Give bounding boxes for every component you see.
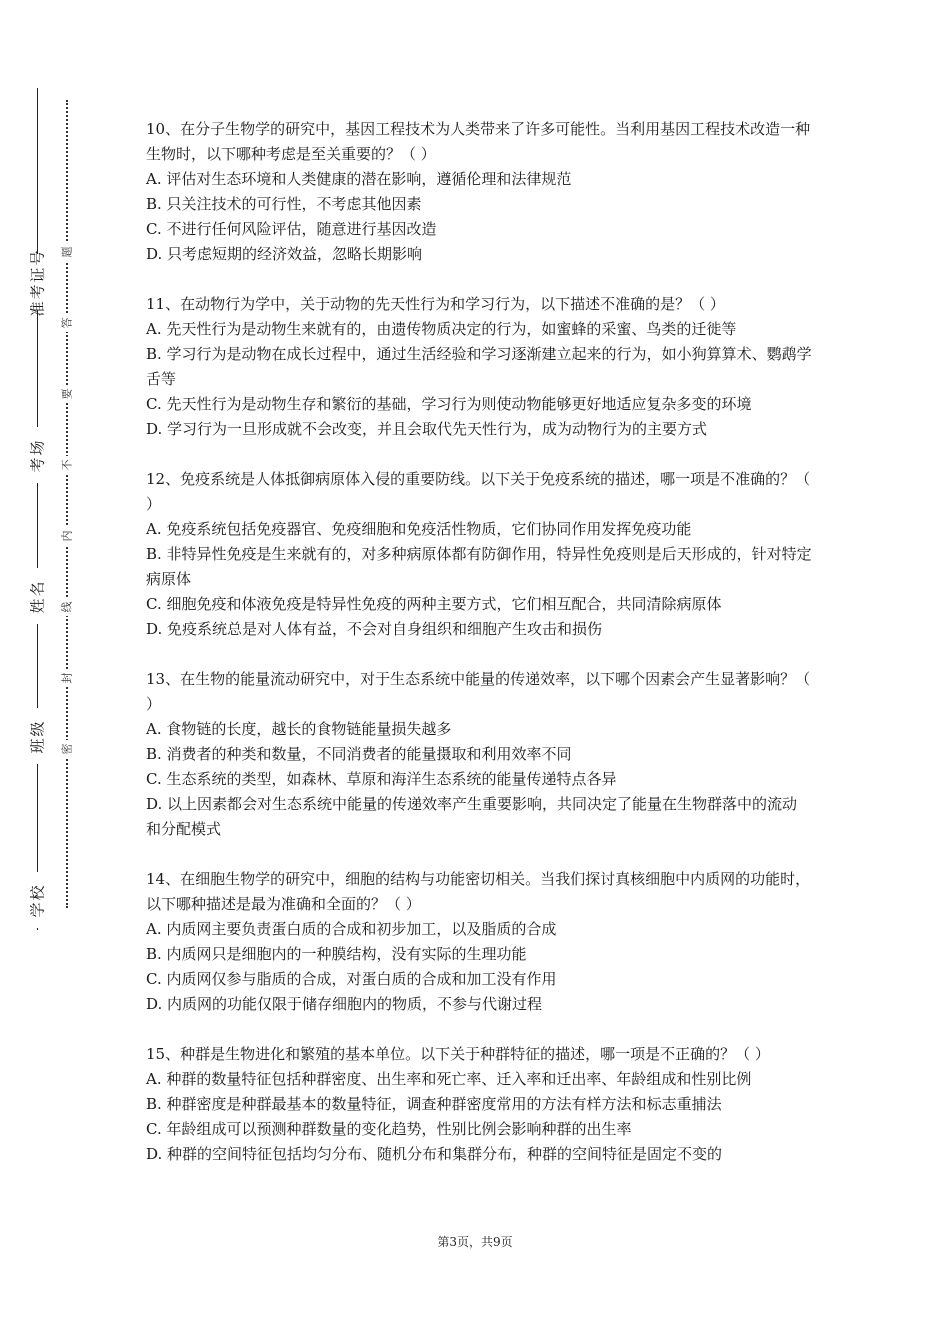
binding-dotted-line bbox=[66, 100, 68, 908]
seal-char-nei: 内 bbox=[58, 527, 74, 545]
option-a: A. 内质网主要负责蛋白质的合成和初步加工，以及脂质的合成 bbox=[146, 920, 557, 938]
page-number: 第3页，共9页 bbox=[437, 1235, 513, 1249]
option-c: C. 先天性行为是动物生存和繁衍的基础，学习行为则使动物能够更好地适应复杂多变的环境 bbox=[146, 395, 752, 413]
option-c: C. 内质网仅参与脂质的合成，对蛋白质的合成和加工没有作用 bbox=[146, 970, 557, 988]
option-b: B. 只关注技术的可行性，不考虑其他因素 bbox=[146, 195, 422, 213]
option-a: A. 免疫系统包括免疫器官、免疫细胞和免疫活性物质，它们协同作用发挥免疫功能 bbox=[146, 520, 692, 538]
seal-char-ti: 题 bbox=[58, 243, 74, 261]
question-stem: 10、在分子生物学的研究中，基因工程技术为人类带来了许多可能性。当利用基因工程技术改造一种生物时，以下哪种考虑是至关重要的？（ ） bbox=[146, 120, 811, 163]
option-a: A. 评估对生态环境和人类健康的潜在影响，遵循伦理和法律规范 bbox=[146, 170, 572, 188]
seal-char-da: 答 bbox=[58, 314, 74, 332]
school-label: 学校 bbox=[22, 872, 52, 928]
question-15 bbox=[146, 1042, 812, 1167]
question-list bbox=[146, 117, 812, 1192]
question-11 bbox=[146, 292, 812, 442]
option-a: A. 先天性行为是动物生来就有的，由遗传物质决定的行为，如蜜蜂的采蜜、鸟类的迁徙等 bbox=[146, 320, 737, 338]
question-stem: 12、免疫系统是人体抵御病原体入侵的重要防线。以下关于免疫系统的描述，哪一项是不准确的？（ ） bbox=[146, 470, 811, 513]
seal-char-yao: 要 bbox=[58, 385, 74, 403]
question-stem: 15、种群是生物进化和繁殖的基本单位。以下关于种群特征的描述，哪一项是不正确的？（ ） bbox=[146, 1045, 770, 1063]
question-stem: 11、在动物行为学中，关于动物的先天性行为和学习行为，以下描述不准确的是？（ ） bbox=[146, 295, 725, 313]
question-stem: 13、在生物的能量流动研究中，对于生态系统中能量的传递效率，以下哪个因素会产生显著影响？（ ） bbox=[146, 670, 811, 713]
option-b: B. 消费者的种类和数量，不同消费者的能量摄取和利用效率不同 bbox=[146, 745, 572, 763]
option-c: C. 不进行任何风险评估，随意进行基因改造 bbox=[146, 220, 437, 238]
option-d: D. 以上因素都会对生态系统中能量的传递效率产生重要影响，共同决定了能量在生物群落中的流动和分配模式 bbox=[146, 795, 798, 838]
exam-room-label: 考场 bbox=[22, 427, 52, 483]
option-a: A. 种群的数量特征包括种群密度、出生率和死亡率、迁入率和迁出率、年龄组成和性别比例 bbox=[146, 1070, 752, 1088]
question-12 bbox=[146, 467, 812, 642]
option-d: D. 只考虑短期的经济效益，忽略长期影响 bbox=[146, 245, 423, 263]
question-10 bbox=[146, 117, 812, 267]
seal-char-mi: 密 bbox=[58, 740, 74, 758]
question-14 bbox=[146, 867, 812, 1017]
seal-char-bu: 不 bbox=[58, 456, 74, 474]
option-b: B. 种群密度是种群最基本的数量特征，调查种群密度常用的方法有样方法和标志重捕法 bbox=[146, 1095, 722, 1113]
option-c: C. 年龄组成可以预测种群数量的变化趋势，性别比例会影响种群的出生率 bbox=[146, 1120, 632, 1138]
option-d: D. 内质网的功能仅限于储存细胞内的物质，不参与代谢过程 bbox=[146, 995, 543, 1013]
option-c: C. 生态系统的类型，如森林、草原和海洋生态系统的能量传递特点各异 bbox=[146, 770, 617, 788]
option-d: D. 学习行为一旦形成就不会改变，并且会取代先天性行为，成为动物行为的主要方式 bbox=[146, 420, 708, 438]
exam-id-label: 准考证号 bbox=[22, 254, 52, 310]
option-d: D. 免疫系统总是对人体有益，不会对自身组织和细胞产生攻击和损伤 bbox=[146, 620, 603, 638]
option-b: B. 非特异性免疫是生来就有的，对多种病原体都有防御作用，特异性免疫则是后天形成的，针对特定病原体 bbox=[146, 545, 812, 588]
option-b: B. 内质网只是细胞内的一种膜结构，没有实际的生理功能 bbox=[146, 945, 527, 963]
binding-solid-line bbox=[37, 88, 38, 930]
question-13 bbox=[146, 667, 812, 842]
option-b: B. 学习行为是动物在成长过程中，通过生活经验和学习逐渐建立起来的行为，如小狗算算术、鹦鹉学舌等 bbox=[146, 345, 812, 388]
option-c: C. 细胞免疫和体液免疫是特异性免疫的两种主要方式，它们相互配合，共同清除病原体 bbox=[146, 595, 722, 613]
name-label: 姓名 bbox=[22, 568, 52, 624]
option-d: D. 种群的空间特征包括均匀分布、随机分布和集群分布，种群的空间特征是固定不变的 bbox=[146, 1145, 723, 1163]
seal-char-xian: 线 bbox=[58, 598, 74, 616]
seal-char-feng: 封 bbox=[58, 669, 74, 687]
question-stem: 14、在细胞生物学的研究中，细胞的结构与功能密切相关。当我们探讨真核细胞中内质网的功能时，以下哪种描述是最为准确和全面的？（ ） bbox=[146, 870, 811, 913]
class-label: 班级 bbox=[22, 708, 52, 764]
option-a: A. 食物链的长度，越长的食物链能量损失越多 bbox=[146, 720, 452, 738]
